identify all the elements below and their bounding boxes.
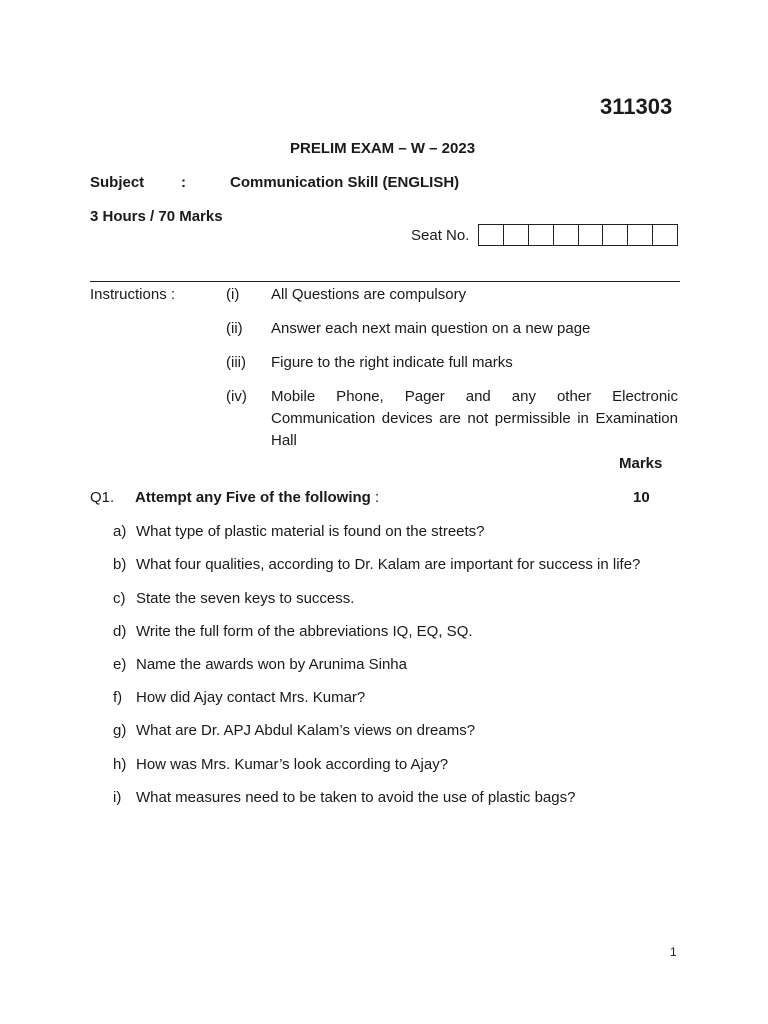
instruction-text: All Questions are compulsory <box>271 286 467 303</box>
seat-digit-box <box>579 225 604 245</box>
subquestion-text: What type of plastic material is found on the streets? <box>136 523 485 540</box>
header-divider <box>90 281 680 282</box>
subquestion-letter: g) <box>113 722 127 739</box>
subquestion-letter: h) <box>113 756 127 773</box>
subquestion-letter: f) <box>113 689 123 706</box>
subquestion-letter: i) <box>113 789 122 806</box>
duration-marks: 3 Hours / 70 Marks <box>90 208 223 225</box>
seat-number-label: Seat No. <box>411 227 470 244</box>
seat-digit-box <box>479 225 504 245</box>
subquestion-text: How did Ajay contact Mrs. Kumar? <box>136 689 366 706</box>
instruction-number: (i) <box>226 286 240 303</box>
question-number: Q1. <box>90 489 115 506</box>
seat-digit-box <box>529 225 554 245</box>
marks-column-header: Marks <box>619 455 663 472</box>
subquestion-letter: c) <box>113 590 126 607</box>
subquestion-text: Write the full form of the abbreviations IQ, EQ, SQ. <box>136 623 473 640</box>
subquestion-text: What are Dr. APJ Abdul Kalam’s views on dreams? <box>136 722 476 739</box>
page-number: 1 <box>670 945 677 959</box>
instruction-number: (iii) <box>226 354 246 371</box>
seat-digit-box <box>603 225 628 245</box>
subject-colon: : <box>181 174 186 191</box>
seat-digit-box <box>554 225 579 245</box>
subquestion-text: What four qualities, according to Dr. Kalam are important for success in life? <box>136 556 641 573</box>
instructions-label: Instructions : <box>90 286 176 303</box>
subquestion-text: How was Mrs. Kumar’s look according to Ajay? <box>136 756 449 773</box>
seat-digit-box <box>628 225 653 245</box>
instruction-text: Mobile Phone, Pager and any other Electronic Communication devices are not permissible in Examination Hall <box>271 388 678 449</box>
exam-title: PRELIM EXAM – W – 2023 <box>290 140 476 157</box>
subquestion-text: Name the awards won by Arunima Sinha <box>136 656 407 673</box>
paper-code: 311303 <box>600 94 673 119</box>
question-title-colon: : <box>370 489 380 506</box>
question-title-text: Attempt any Five of the following <box>135 489 371 506</box>
instruction-number: (ii) <box>226 320 243 337</box>
subquestion-letter: a) <box>113 523 127 540</box>
instruction-text: Answer each next main question on a new page <box>271 320 591 337</box>
subquestion-text: State the seven keys to success. <box>136 590 355 607</box>
subquestion-letter: d) <box>113 623 127 640</box>
question-title <box>135 489 379 506</box>
question-marks: 10 <box>633 489 650 506</box>
seat-digit-box <box>653 225 677 245</box>
seat-digit-box <box>504 225 529 245</box>
subject-label: Subject <box>90 174 145 191</box>
instruction-number: (iv) <box>226 388 247 405</box>
instruction-text: Figure to the right indicate full marks <box>271 354 513 371</box>
seat-number-boxes <box>478 224 678 246</box>
subquestion-letter: e) <box>113 656 127 673</box>
subquestion-letter: b) <box>113 556 127 573</box>
subject-value: Communication Skill (ENGLISH) <box>230 174 460 191</box>
subquestion-text: What measures need to be taken to avoid the use of plastic bags? <box>136 789 576 806</box>
